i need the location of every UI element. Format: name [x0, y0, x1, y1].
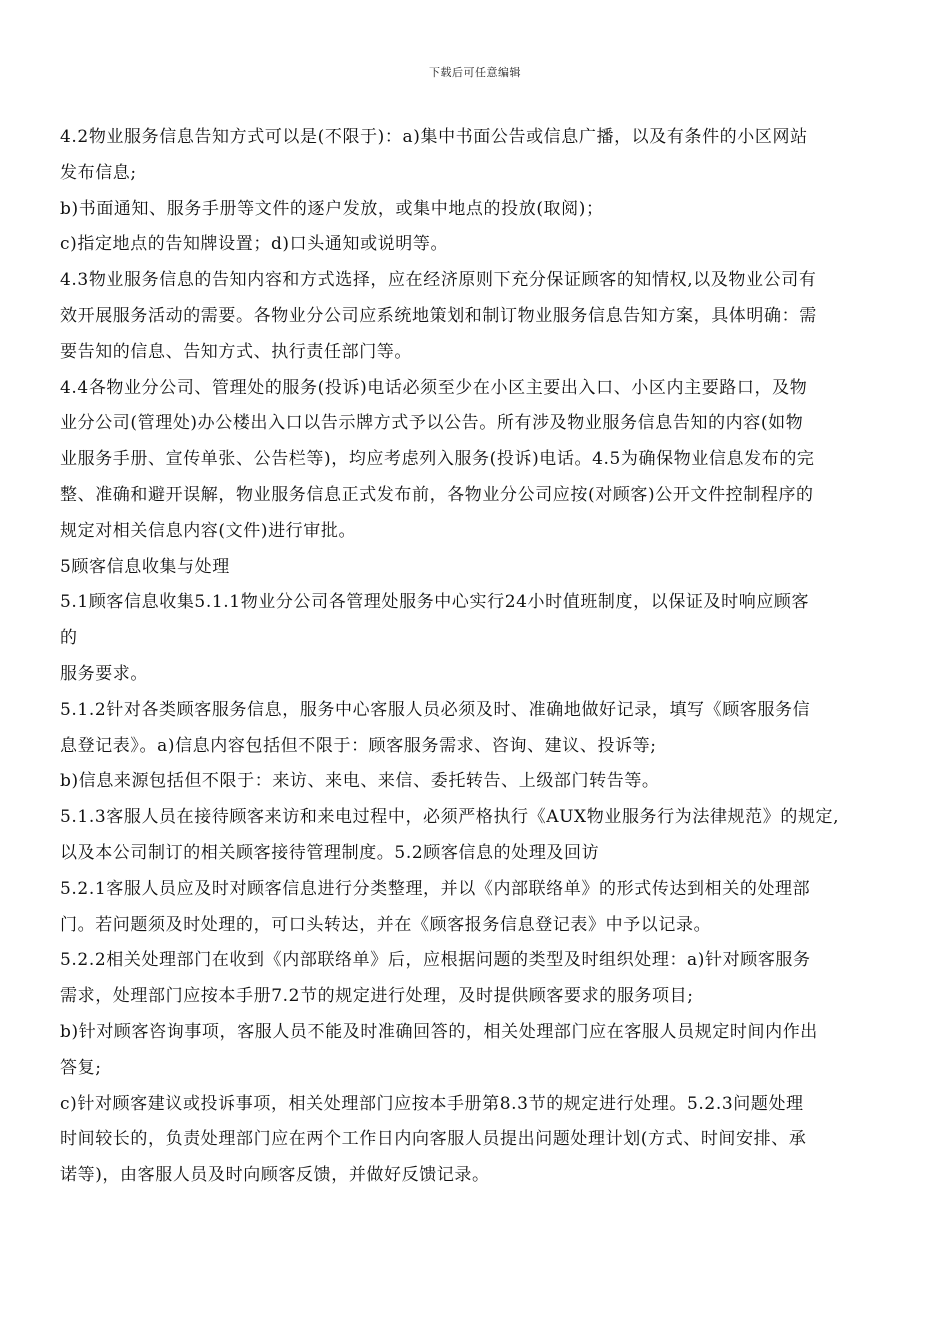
body-line: 门。若问题须及时处理的，可口头转达，并在《顾客报务信息登记表》中予以记录。	[60, 914, 712, 935]
body-line: b)信息来源包括但不限于：来访、来电、来信、委托转告、上级部门转告等。	[60, 771, 660, 792]
body-line: 时间较长的，负责处理部门应在两个工作日内向客服人员提出问题处理计划(方式、时间安排、承	[60, 1129, 807, 1150]
body-line: 规定对相关信息内容(文件)进行审批。	[60, 520, 357, 541]
body-line: 的	[60, 628, 78, 649]
body-line: 要告知的信息、告知方式、执行责任部门等。	[60, 341, 412, 362]
body-line: 4.2物业服务信息告知方式可以是(不限于)：a)集中书面公告或信息广播，以及有条件的小区网站	[60, 127, 808, 147]
body-line: 整、准确和避开误解，物业服务信息正式发布前，各物业分公司应按(对顾客)公开文件控制程序的	[60, 484, 814, 505]
body-line: 业分公司(管理处)办公楼出入口以告示牌方式予以公告。所有涉及物业服务信息告知的内容(如物	[60, 413, 804, 434]
body-line: 息登记表》。a)信息内容包括但不限于：顾客服务需求、咨询、建议、投诉等;	[60, 735, 657, 756]
body-line: 答复;	[60, 1057, 102, 1078]
body-line: 5.1.3客服人员在接待顾客来访和来电过程中，必须严格执行《AUX物业服务行为法律规范》的规定,	[60, 807, 840, 828]
body-line: 5.2.1客服人员应及时对顾客信息进行分类整理，并以《内部联络单》的形式传达到相关的处理部	[60, 878, 811, 899]
body-line: 需求，处理部门应按本手册7.2节的规定进行处理，及时提供顾客要求的服务项目;	[60, 986, 694, 1007]
body-line: 业服务手册、宣传单张、公告栏等)，均应考虑列入服务(投诉)电话。4.5为确保物业信息发布的完	[60, 449, 815, 470]
body-line: 效开展服务活动的需要。各物业分公司应系统地策划和制订物业服务信息告知方案，具体明确：需	[60, 305, 817, 326]
body-line: 5.1顾客信息收集5.1.1物业分公司各管理处服务中心实行24小时值班制度，以保证及时响应顾客	[60, 592, 810, 613]
document-body	[60, 120, 900, 1194]
body-line: c)针对顾客建议或投诉事项，相关处理部门应按本手册第8.3节的规定进行处理。5.2.3问题处理	[60, 1093, 804, 1114]
body-line: b)书面通知、服务手册等文件的逐户发放，或集中地点的投放(取阅)；	[60, 198, 604, 219]
body-line: 4.3物业服务信息的告知内容和方式选择，应在经济原则下充分保证顾客的知情权,以及物业公司有	[60, 270, 817, 291]
body-line: 4.4各物业分公司、管理处的服务(投诉)电话必须至少在小区主要出入口、小区内主要路口，及物	[60, 377, 808, 398]
body-line: 以及本公司制订的相关顾客接待管理制度。5.2顾客信息的处理及回访	[60, 842, 600, 863]
body-line: 诺等)，由客服人员及时向顾客反馈，并做好反馈记录。	[60, 1165, 490, 1186]
header-note: 下载后可任意编辑	[429, 66, 521, 79]
body-line: 服务要求。	[60, 663, 148, 684]
body-line: 5.2.2相关处理部门在收到《内部联络单》后，应根据问题的类型及时组织处理：a)针对顾客服务	[60, 950, 811, 971]
body-line: c)指定地点的告知牌设置；d)口头通知或说明等。	[60, 234, 449, 255]
section-heading: 5顾客信息收集与处理	[60, 556, 230, 577]
body-line: 发布信息;	[60, 162, 137, 183]
body-line: 5.1.2针对各类顾客服务信息，服务中心客服人员必须及时、准确地做好记录，填写《顾客服务信	[60, 699, 811, 720]
body-line: b)针对顾客咨询事项，客服人员不能及时准确回答的，相关处理部门应在客服人员规定时间内作出	[60, 1021, 818, 1042]
